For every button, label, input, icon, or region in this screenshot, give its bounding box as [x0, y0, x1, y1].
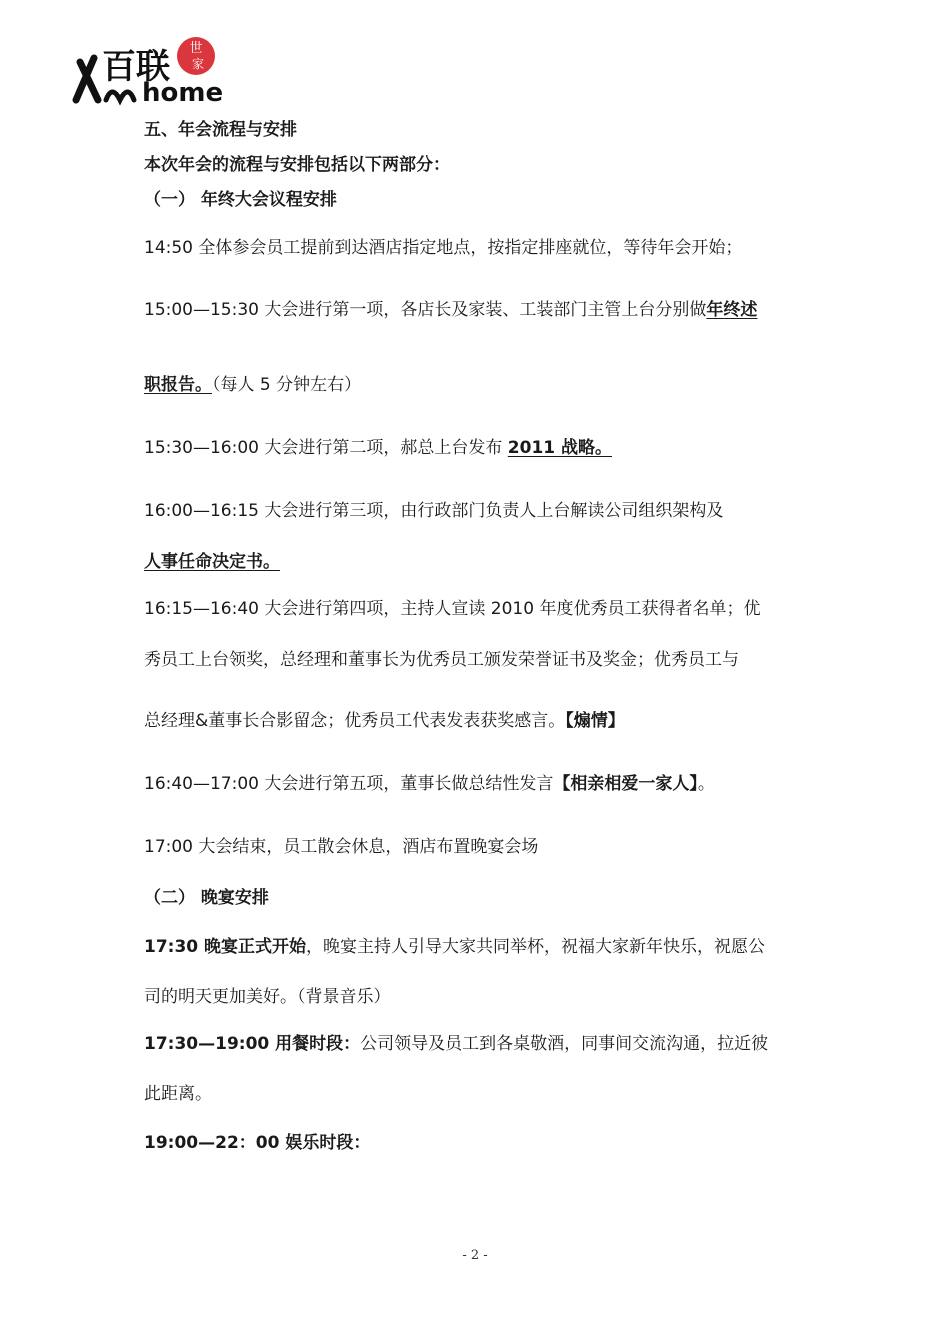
section2-title: （二） 晚宴安排 — [144, 888, 269, 908]
agenda-item-1500-text: 15:00—15:30 大会进行第一项，各店长及家装、工装部门主管上台分别做 — [144, 300, 707, 320]
banquet-item-1730-text: ，晚宴主持人引导大家共同举杯，祝福大家新年快乐，祝愿公 — [306, 937, 766, 957]
agenda-item-1500-note: （每人 5 分钟左右） — [212, 375, 362, 395]
section1-title: （一） 年终大会议程安排 — [144, 190, 337, 210]
banquet-item-1730-cont: 司的明天更加美好。（背景音乐） — [144, 987, 391, 1007]
agenda-item-1640-emphasis: 【相亲相爱一家人】 — [553, 774, 698, 794]
agenda-item-1615-text: 总经理&董事长合影留念；优秀员工代表发表获奖感言。 — [144, 711, 566, 731]
agenda-item-1530 — [144, 436, 612, 460]
logo-wave-mark — [106, 92, 134, 100]
agenda-item-1500 — [144, 298, 757, 322]
logo-brand-cn: 百联 — [102, 47, 170, 87]
banquet-item-1730-bold: 17:30 晚宴正式开始 — [144, 937, 307, 957]
banquet-item-dining — [144, 1032, 768, 1056]
agenda-item-1640-end: 。 — [697, 774, 715, 794]
agenda-item-1700: 17:00 大会结束，员工散会休息，酒店布置晚宴会场 — [144, 837, 539, 857]
logo-seal-text-bottom: 家 — [191, 57, 205, 71]
agenda-item-1600: 16:00—16:15 大会进行第三项，由行政部门负责人上台解读公司组织架构及 — [144, 501, 724, 521]
agenda-item-1615-emphasis: 【煽情】 — [565, 711, 625, 731]
agenda-item-1615-cont-2 — [144, 709, 625, 733]
agenda-item-1500-emphasis-cont: 职报告。 — [144, 375, 212, 395]
section-heading: 五、年会流程与安排 — [144, 120, 297, 140]
banquet-item-dining-bold: 17:30—19:00 用餐时段： — [144, 1034, 361, 1054]
logo-brand-en: home — [142, 78, 224, 108]
agenda-item-1615-cont-1: 秀员工上台领奖，总经理和董事长为优秀员工颁发荣誉证书及奖金；优秀员工与 — [144, 650, 739, 670]
agenda-item-1500-cont — [144, 373, 361, 397]
logo-seal-text-top: 世 — [189, 41, 203, 56]
banquet-item-entertainment: 19:00—22：00 娱乐时段： — [144, 1133, 371, 1153]
banquet-item-1730 — [144, 935, 765, 959]
banquet-item-dining-cont: 此距离。 — [144, 1084, 212, 1104]
page-number: - 2 - — [462, 1248, 488, 1263]
agenda-item-1500-emphasis: 年终述 — [706, 300, 758, 320]
agenda-item-1530-emphasis: 2011 战略。 — [507, 438, 613, 458]
agenda-item-1530-text: 15:30—16:00 大会进行第二项，郝总上台发布 — [144, 438, 508, 458]
banquet-item-dining-text: 公司领导及员工到各桌敬酒，同事间交流沟通，拉近彼 — [360, 1034, 769, 1054]
agenda-item-1450: 14:50 全体参会员工提前到达酒店指定地点，按指定排座就位，等待年会开始； — [144, 238, 743, 258]
baillian-home-logo-graphic — [72, 28, 252, 108]
intro-text: 本次年会的流程与安排包括以下两部分： — [144, 155, 450, 175]
agenda-item-1615: 16:15—16:40 大会进行第四项，主持人宣读 2010 年度优秀员工获得者名单；优 — [144, 599, 761, 619]
agenda-item-1600-emphasis: 人事任命决定书。 — [144, 552, 280, 572]
company-logo — [72, 28, 252, 108]
agenda-item-1640-text: 16:40—17:00 大会进行第五项，董事长做总结性发言 — [144, 774, 554, 794]
logo-x-mark — [76, 58, 98, 100]
agenda-item-1640 — [144, 772, 715, 796]
